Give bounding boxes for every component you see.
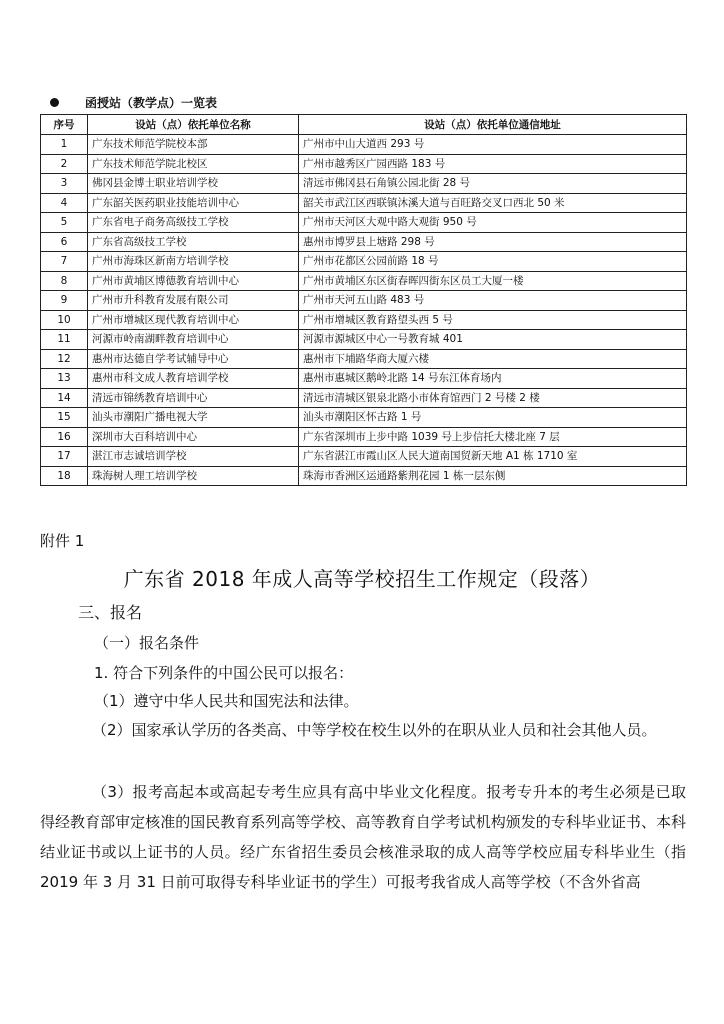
cell-number: 3 bbox=[41, 174, 88, 194]
table-row bbox=[41, 408, 687, 428]
table-row bbox=[41, 349, 687, 369]
table-row bbox=[41, 291, 687, 311]
cell-number: 8 bbox=[41, 271, 88, 291]
cell-unit-address: 广州市花都区公园前路 18 号 bbox=[299, 252, 687, 272]
cell-unit-address: 惠州市博罗县上塘路 298 号 bbox=[299, 232, 687, 252]
cell-unit-address: 广州市天河区大观中路大观街 950 号 bbox=[299, 213, 687, 233]
cell-number: 11 bbox=[41, 330, 88, 350]
table-row bbox=[41, 330, 687, 350]
cell-unit-name: 广东韶关医药职业技能培训中心 bbox=[88, 193, 299, 213]
cell-unit-address: 广州市黄埔区东区街春晖四街东区员工大厦一楼 bbox=[299, 271, 687, 291]
table-row bbox=[41, 310, 687, 330]
subsection-heading: （一）报名条件 bbox=[94, 634, 200, 652]
table-row bbox=[41, 427, 687, 447]
table-row bbox=[41, 232, 687, 252]
cell-unit-address: 河源市源城区中心一号教育城 401 bbox=[299, 330, 687, 350]
cell-number: 2 bbox=[41, 154, 88, 174]
cell-unit-address: 广州市天河五山路 483 号 bbox=[299, 291, 687, 311]
cell-number: 12 bbox=[41, 349, 88, 369]
table-row bbox=[41, 174, 687, 194]
header-unit-name: 设站（点）依托单位名称 bbox=[88, 115, 299, 135]
table-body bbox=[41, 135, 687, 486]
cell-unit-name: 湛江市志诚培训学校 bbox=[88, 447, 299, 467]
cell-number: 17 bbox=[41, 447, 88, 467]
table-title bbox=[50, 94, 217, 111]
cell-number: 18 bbox=[41, 466, 88, 486]
cell-unit-name: 惠州市达德自学考试辅导中心 bbox=[88, 349, 299, 369]
cell-unit-name: 广东省高级技工学校 bbox=[88, 232, 299, 252]
cell-number: 15 bbox=[41, 408, 88, 428]
item-1: 1. 符合下列条件的中国公民可以报名： bbox=[94, 664, 354, 682]
station-table bbox=[40, 114, 687, 486]
cell-unit-name: 广州市升科教育发展有限公司 bbox=[88, 291, 299, 311]
cell-unit-name: 广州市增城区现代教育培训中心 bbox=[88, 310, 299, 330]
cell-number: 6 bbox=[41, 232, 88, 252]
attachment-label: 附件 1 bbox=[40, 532, 85, 550]
cell-unit-address: 清远市清城区银泉北路小市体育馆西门 2 号楼 2 楼 bbox=[299, 388, 687, 408]
cell-unit-name: 广东技术师范学院北校区 bbox=[88, 154, 299, 174]
item-1-3 bbox=[40, 777, 686, 897]
cell-unit-name: 广州市黄埔区博德教育培训中心 bbox=[88, 271, 299, 291]
cell-unit-address: 韶关市武江区西联镇沐溪大道与百旺路交叉口西北 50 米 bbox=[299, 193, 687, 213]
cell-number: 14 bbox=[41, 388, 88, 408]
cell-unit-address: 惠州市下埔路华商大厦六楼 bbox=[299, 349, 687, 369]
cell-unit-name: 清远市锦绣教育培训中心 bbox=[88, 388, 299, 408]
cell-unit-name: 深圳市大百科培训中心 bbox=[88, 427, 299, 447]
cell-unit-name: 佛冈县金博士职业培训学校 bbox=[88, 174, 299, 194]
item-1-3-text: （3）报考高起本或高起专考生应具有高中毕业文化程度。报考专升本的考生必须是已取得经教育部审定核准的国民教育系列高等学校、高等教育自学考试机构颁发的专科毕业证书、本科结业证书或以上证书的人员。经广东省招生委员会核准录取的成人高等学校应届专科毕业生（指 2019 年 3 月 31 日前可取得专科毕业证书的学生）可报考我省成人高等学校（不含外省高 bbox=[40, 783, 686, 891]
cell-number: 16 bbox=[41, 427, 88, 447]
cell-number: 7 bbox=[41, 252, 88, 272]
header-unit-address: 设站（点）依托单位通信地址 bbox=[299, 115, 687, 135]
cell-unit-name: 珠海树人理工培训学校 bbox=[88, 466, 299, 486]
table-row bbox=[41, 252, 687, 272]
table-row bbox=[41, 447, 687, 467]
table-row bbox=[41, 154, 687, 174]
cell-unit-name: 广东省电子商务高级技工学校 bbox=[88, 213, 299, 233]
item-1-2-text: （2）国家承认学历的各类高、中等学校在校生以外的在职从业人员和社会其他人员。 bbox=[92, 721, 657, 739]
cell-unit-address: 广州市越秀区广园西路 183 号 bbox=[299, 154, 687, 174]
table-row bbox=[41, 271, 687, 291]
table-row bbox=[41, 213, 687, 233]
cell-unit-address: 广州市增城区教育路望头西 5 号 bbox=[299, 310, 687, 330]
cell-unit-name: 广东技术师范学院校本部 bbox=[88, 135, 299, 155]
cell-unit-address: 惠州市惠城区鹅岭北路 14 号东江体育场内 bbox=[299, 369, 687, 389]
cell-number: 5 bbox=[41, 213, 88, 233]
table-header-row bbox=[41, 115, 687, 135]
section-heading: 三、报名 bbox=[78, 603, 143, 622]
table-row bbox=[41, 193, 687, 213]
table-title-text: 函授站（教学点）一览表 bbox=[85, 96, 218, 110]
bullet-icon bbox=[50, 98, 59, 107]
cell-unit-name: 河源市岭南湖畔教育培训中心 bbox=[88, 330, 299, 350]
cell-number: 13 bbox=[41, 369, 88, 389]
item-1-1: （1）遵守中华人民共和国宪法和法律。 bbox=[94, 692, 359, 710]
cell-unit-name: 惠州市科文成人教育培训学校 bbox=[88, 369, 299, 389]
table-row bbox=[41, 466, 687, 486]
cell-number: 9 bbox=[41, 291, 88, 311]
cell-unit-address: 广东省深圳市上步中路 1039 号上步信托大楼北座 7 层 bbox=[299, 427, 687, 447]
cell-unit-address: 广东省湛江市霞山区人民大道南国贸新天地 A1 栋 1710 室 bbox=[299, 447, 687, 467]
cell-unit-address: 清远市佛冈县石角镇公园北街 28 号 bbox=[299, 174, 687, 194]
document-title: 广东省 2018 年成人高等学校招生工作规定（段落） bbox=[123, 567, 601, 591]
cell-unit-address: 广州市中山大道西 293 号 bbox=[299, 135, 687, 155]
cell-number: 1 bbox=[41, 135, 88, 155]
cell-unit-name: 广州市海珠区新南方培训学校 bbox=[88, 252, 299, 272]
table-row bbox=[41, 135, 687, 155]
header-number: 序号 bbox=[41, 115, 88, 135]
table-row bbox=[41, 369, 687, 389]
table-row bbox=[41, 388, 687, 408]
cell-number: 10 bbox=[41, 310, 88, 330]
cell-unit-name: 汕头市潮阳广播电视大学 bbox=[88, 408, 299, 428]
cell-number: 4 bbox=[41, 193, 88, 213]
cell-unit-address: 汕头市潮阳区怀古路 1 号 bbox=[299, 408, 687, 428]
item-1-2 bbox=[40, 715, 686, 745]
cell-unit-address: 珠海市香洲区运通路紫荆花园 1 栋一层东侧 bbox=[299, 466, 687, 486]
